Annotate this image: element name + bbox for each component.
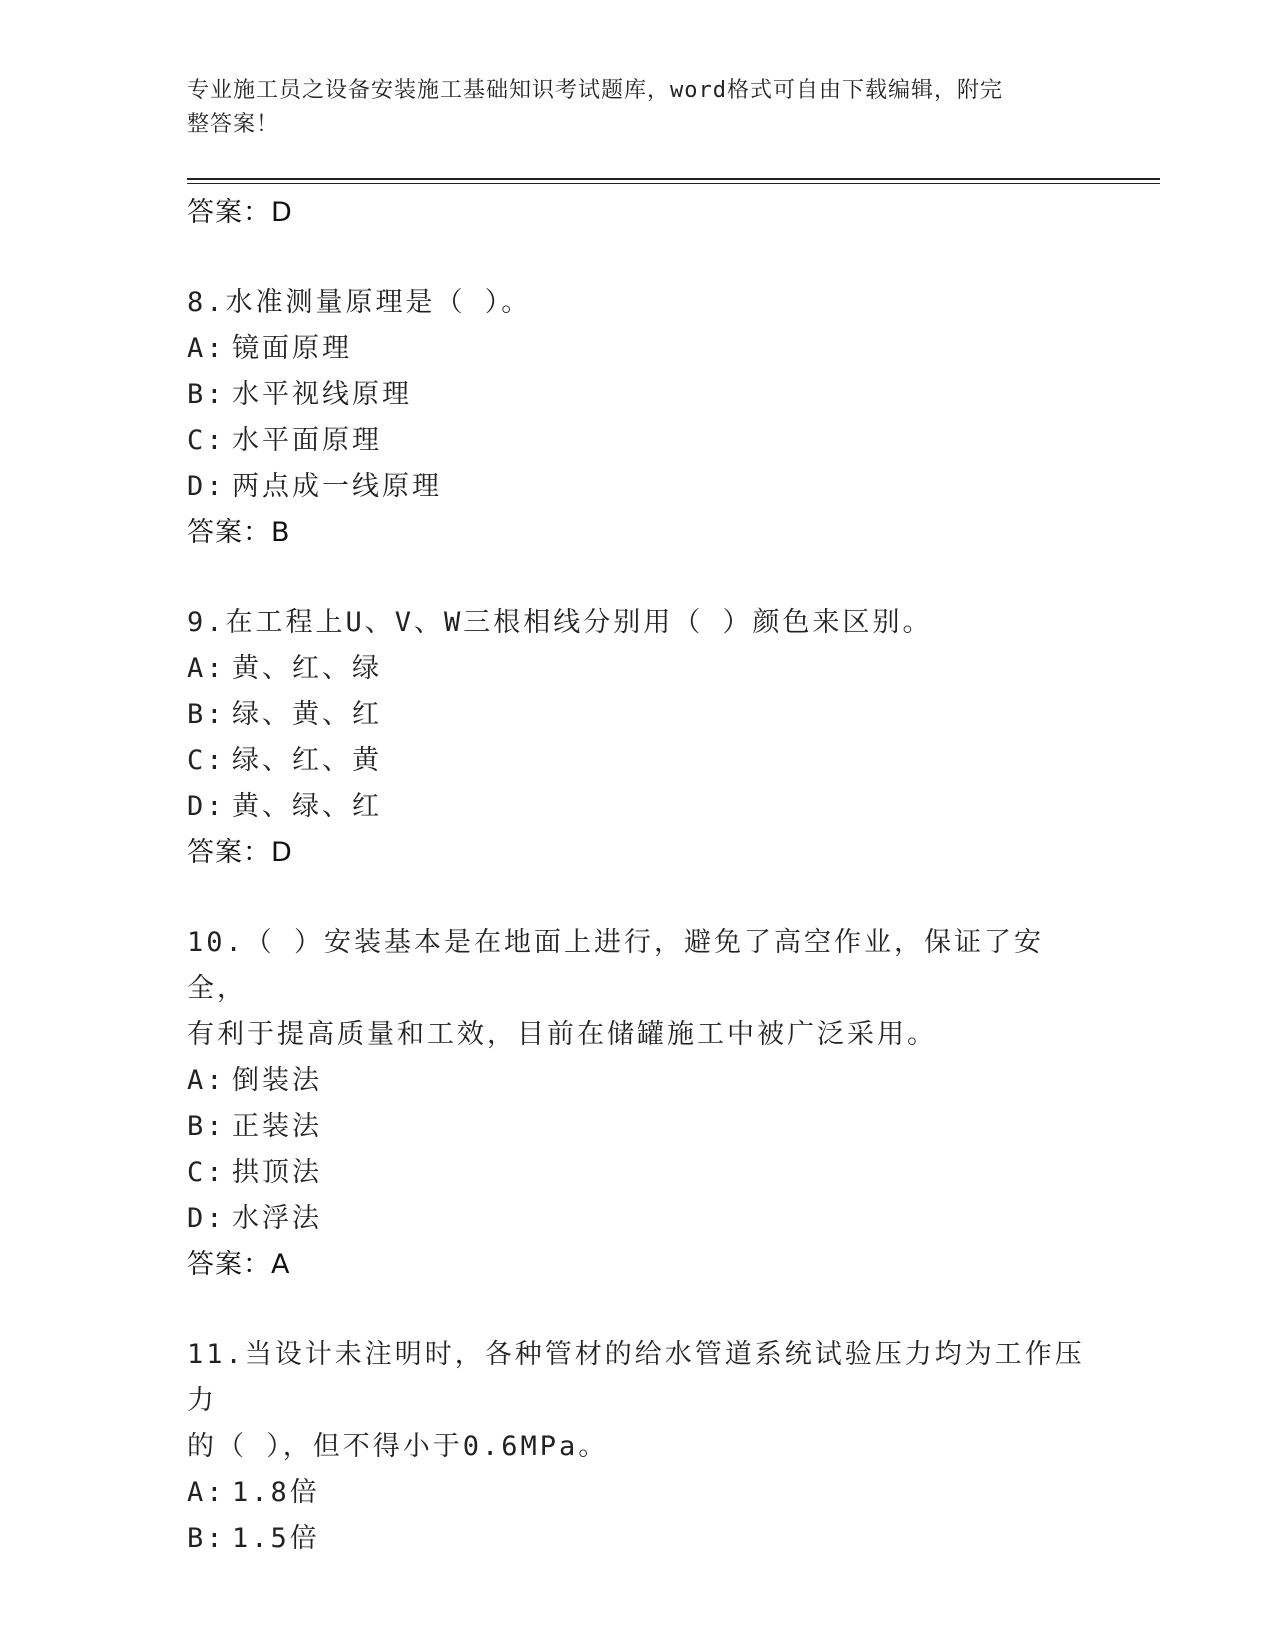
option-d xyxy=(187,1196,1087,1242)
option-letter: D: xyxy=(187,791,226,822)
option-a xyxy=(187,1470,1087,1516)
document-body xyxy=(187,190,1087,1562)
header-line-1: 专业施工员之设备安装施工基础知识考试题库，word格式可自由下载编辑，附完 xyxy=(187,78,1003,103)
option-c xyxy=(187,1150,1087,1196)
option-a xyxy=(187,1058,1087,1104)
option-text: 正装法 xyxy=(232,1111,322,1142)
question-stem xyxy=(187,1332,1087,1470)
option-a xyxy=(187,326,1087,372)
question-11 xyxy=(187,1332,1087,1562)
option-letter: B: xyxy=(187,1111,226,1142)
previous-answer: 答案：D xyxy=(187,197,293,228)
option-text: 1.5倍 xyxy=(232,1523,320,1554)
option-text: 水平面原理 xyxy=(232,425,382,456)
header-rule-thick xyxy=(187,178,1160,180)
option-letter: B: xyxy=(187,1523,226,1554)
question-answer: 答案：A xyxy=(187,1249,291,1280)
option-b xyxy=(187,692,1087,738)
option-text: 黄、红、绿 xyxy=(232,653,382,684)
question-8 xyxy=(187,280,1087,556)
option-c xyxy=(187,418,1087,464)
option-text: 1.8倍 xyxy=(232,1477,320,1508)
option-letter: A: xyxy=(187,333,226,364)
option-text: 水平视线原理 xyxy=(232,379,412,410)
option-text: 两点成一线原理 xyxy=(232,471,442,502)
option-c xyxy=(187,738,1087,784)
option-d xyxy=(187,464,1087,510)
question-stem-line: 11.当设计未注明时，各种管材的给水管道系统试验压力均为工作压力 xyxy=(187,1339,1085,1416)
question-stem xyxy=(187,600,1087,646)
option-d xyxy=(187,784,1087,830)
option-letter: A: xyxy=(187,653,226,684)
option-b xyxy=(187,1516,1087,1562)
question-stem-line: 9.在工程上U、V、W三根相线分别用（ ）颜色来区别。 xyxy=(187,607,933,638)
option-text: 黄、绿、红 xyxy=(232,791,382,822)
question-stem xyxy=(187,280,1087,326)
question-stem-line: 8.水准测量原理是（ ）。 xyxy=(187,287,532,318)
option-text: 拱顶法 xyxy=(232,1157,322,1188)
option-letter: C: xyxy=(187,425,226,456)
document-header xyxy=(187,74,1067,142)
option-a xyxy=(187,646,1087,692)
question-answer: 答案：D xyxy=(187,837,293,868)
option-letter: A: xyxy=(187,1065,226,1096)
option-b xyxy=(187,1104,1087,1150)
question-9 xyxy=(187,600,1087,876)
option-letter: D: xyxy=(187,471,226,502)
question-stem-line: 有利于提高质量和工效，目前在储罐施工中被广泛采用。 xyxy=(187,1019,937,1050)
option-letter: D: xyxy=(187,1203,226,1234)
question-stem-line: 10.（ ）安装基本是在地面上进行，避免了高空作业，保证了安全， xyxy=(187,927,1045,1004)
header-line-2: 整答案！ xyxy=(187,112,280,137)
question-answer: 答案：B xyxy=(187,517,291,548)
header-rule-thin xyxy=(187,183,1160,184)
option-letter: C: xyxy=(187,1157,226,1188)
option-b xyxy=(187,372,1087,418)
option-text: 水浮法 xyxy=(232,1203,322,1234)
option-text: 绿、红、黄 xyxy=(232,745,382,776)
option-letter: C: xyxy=(187,745,226,776)
option-letter: B: xyxy=(187,699,226,730)
question-stem-line: 的（ ），但不得小于0.6MPa。 xyxy=(187,1431,609,1462)
option-text: 绿、黄、红 xyxy=(232,699,382,730)
option-text: 镜面原理 xyxy=(232,333,352,364)
option-letter: B: xyxy=(187,379,226,410)
question-10 xyxy=(187,920,1087,1288)
question-stem xyxy=(187,920,1087,1058)
option-letter: A: xyxy=(187,1477,226,1508)
option-text: 倒装法 xyxy=(232,1065,322,1096)
